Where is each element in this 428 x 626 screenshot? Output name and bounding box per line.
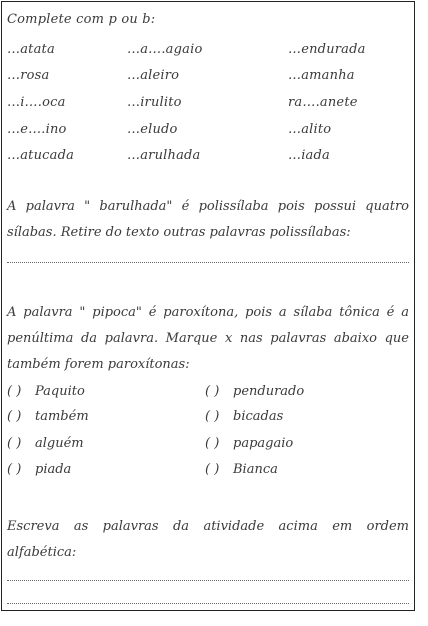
checkbox-paren[interactable]: ( ) <box>7 436 22 451</box>
exercise4-text: Escreva as palavras da atividade acima em ordem alfabética: <box>7 519 409 560</box>
checkbox-paren[interactable]: ( ) <box>7 409 22 424</box>
word-r1c1: …atata <box>7 42 55 57</box>
answer-line-3[interactable] <box>7 603 409 604</box>
checkbox-paren[interactable]: ( ) <box>7 384 22 399</box>
word-r2c3: …amanha <box>288 68 355 83</box>
exercise2-text: A palavra " barulhada" é polissílaba pois possui quatro sílabas. Retire do texto outras palavras polissílabas: <box>7 199 409 240</box>
checkbox-paren[interactable]: ( ) <box>205 462 220 477</box>
answer-line-2[interactable] <box>7 580 409 581</box>
word-r1c3: …endurada <box>288 42 366 57</box>
word-r4c1: …e….ino <box>7 122 67 137</box>
option-label: papagaio <box>233 436 294 451</box>
option-label: bicadas <box>233 409 284 424</box>
option-alguem[interactable] <box>7 436 84 451</box>
option-bicadas[interactable] <box>205 409 283 424</box>
word-r1c2: …a….agaio <box>127 42 203 57</box>
word-r5c1: …atucada <box>7 148 75 163</box>
option-label: Bianca <box>233 462 278 477</box>
option-piada[interactable] <box>7 462 71 477</box>
exercise3-text: A palavra " pipoca" é paroxítona, pois a sílaba tônica é a penúltima da palavra. Marque x nas palavras abaixo que também forem paroxítonas: <box>7 305 409 372</box>
checkbox-paren[interactable]: ( ) <box>205 384 220 399</box>
option-label: alguém <box>35 436 84 451</box>
option-label: também <box>35 409 89 424</box>
word-r4c3: …alito <box>288 122 332 137</box>
word-r2c1: …rosa <box>7 68 50 83</box>
word-r5c3: …iada <box>288 148 330 163</box>
option-bianca[interactable] <box>205 462 278 477</box>
word-r3c2: …irulito <box>127 95 182 110</box>
word-r3c3: ra….anete <box>288 95 358 110</box>
option-label: piada <box>35 462 72 477</box>
word-r5c2: …arulhada <box>127 148 201 163</box>
option-tambem[interactable] <box>7 409 89 424</box>
answer-line-1[interactable] <box>7 262 409 263</box>
option-paquito[interactable] <box>7 384 85 399</box>
word-r2c2: …aleiro <box>127 68 180 83</box>
word-r3c1: …i….oca <box>7 95 66 110</box>
checkbox-paren[interactable]: ( ) <box>7 462 22 477</box>
exercise1-instruction: Complete com p ou b: <box>7 12 156 27</box>
checkbox-paren[interactable]: ( ) <box>205 409 220 424</box>
option-pendurado[interactable] <box>205 384 304 399</box>
option-label: Paquito <box>35 384 85 399</box>
option-label: pendurado <box>233 384 305 399</box>
checkbox-paren[interactable]: ( ) <box>205 436 220 451</box>
option-papagaio[interactable] <box>205 436 293 451</box>
word-r4c2: …eludo <box>127 122 178 137</box>
